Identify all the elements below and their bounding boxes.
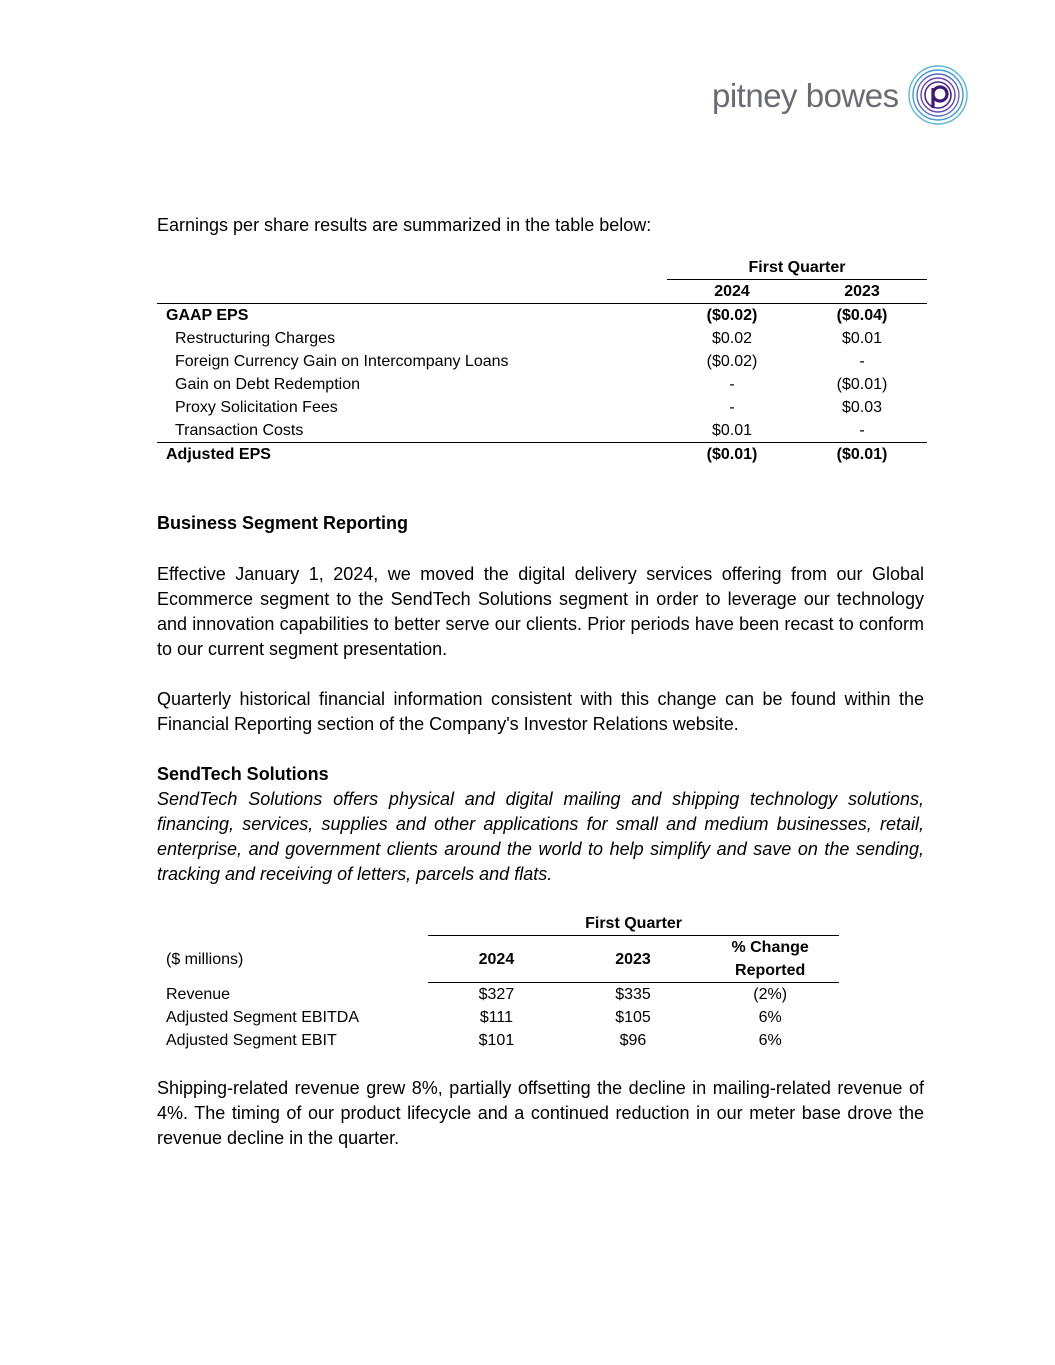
sendtech-table xyxy=(157,912,839,1052)
eps-year-2024: 2024 xyxy=(667,280,797,304)
sendtech-description: SendTech Solutions offers physical and digital mailing and shipping technology solutions, financing, services, supplies and other applications for small and medium businesses, retail, enterprise, and government clients around the world to help simplify and save on the sending, tracking and receiving of letters, parcels and flats. xyxy=(157,789,924,884)
sendtech-heading: SendTech Solutions xyxy=(157,764,329,784)
sendtech-col-2024: 2024 xyxy=(428,936,565,983)
table-row: Gain on Debt Redemption - ($0.01) xyxy=(175,376,888,393)
table-row: Adjusted Segment EBIT $101 $96 6% xyxy=(166,1032,782,1049)
segment-heading: Business Segment Reporting xyxy=(157,513,409,533)
eps-table xyxy=(157,256,927,466)
eps-period-label: First Quarter xyxy=(667,256,927,280)
segment-paragraph-1: Effective January 1, 2024, we moved the digital delivery services offering from our Global Ecommerce segment to the SendTech Solutions segment in order to leverage our technology and innovation capabilities to better serve our clients. Prior periods have been recast to conform to our current segment presentation. xyxy=(157,564,924,659)
company-logo xyxy=(712,64,969,126)
logo-text: pitney bowes xyxy=(712,76,899,114)
eps-header-years xyxy=(157,280,927,304)
table-row: Restructuring Charges $0.02 $0.01 xyxy=(175,330,883,347)
table-row: Proxy Solicitation Fees - $0.03 xyxy=(175,399,883,416)
sendtech-col-change: % Change Reported xyxy=(701,936,839,983)
closing-paragraph: Shipping-related revenue grew 8%, partially offsetting the decline in mailing-related revenue of 4%. The timing of our product lifecycle and a continued reduction in our meter base drove the revenue decline in the quarter. xyxy=(157,1078,924,1148)
table-row: GAAP EPS ($0.02) ($0.04) xyxy=(166,307,888,324)
eps-header-period xyxy=(157,256,927,280)
table-row: Revenue $327 $335 (2%) xyxy=(166,985,788,1003)
table-row: Transaction Costs $0.01 - xyxy=(175,422,865,439)
pitney-bowes-p-icon xyxy=(907,64,969,126)
table-row: Foreign Currency Gain on Intercompany Loans ($0.02) - xyxy=(175,353,865,370)
eps-year-2023: 2023 xyxy=(797,280,927,304)
eps-intro-text: Earnings per share results are summarized in the table below: xyxy=(157,215,652,235)
units-label: ($ millions) xyxy=(166,950,244,968)
sendtech-period-label: First Quarter xyxy=(428,912,839,936)
table-row: Adjusted EPS ($0.01) ($0.01) xyxy=(157,443,927,467)
sendtech-col-2023: 2023 xyxy=(565,936,702,983)
sendtech-header-period xyxy=(157,912,839,936)
segment-paragraph-2: Quarterly historical financial information consistent with this change can be found within the Financial Reporting section of the Company's Investor Relations website. xyxy=(157,689,924,734)
table-row: Adjusted Segment EBITDA $111 $105 6% xyxy=(166,1009,782,1026)
sendtech-header-columns xyxy=(157,936,839,983)
